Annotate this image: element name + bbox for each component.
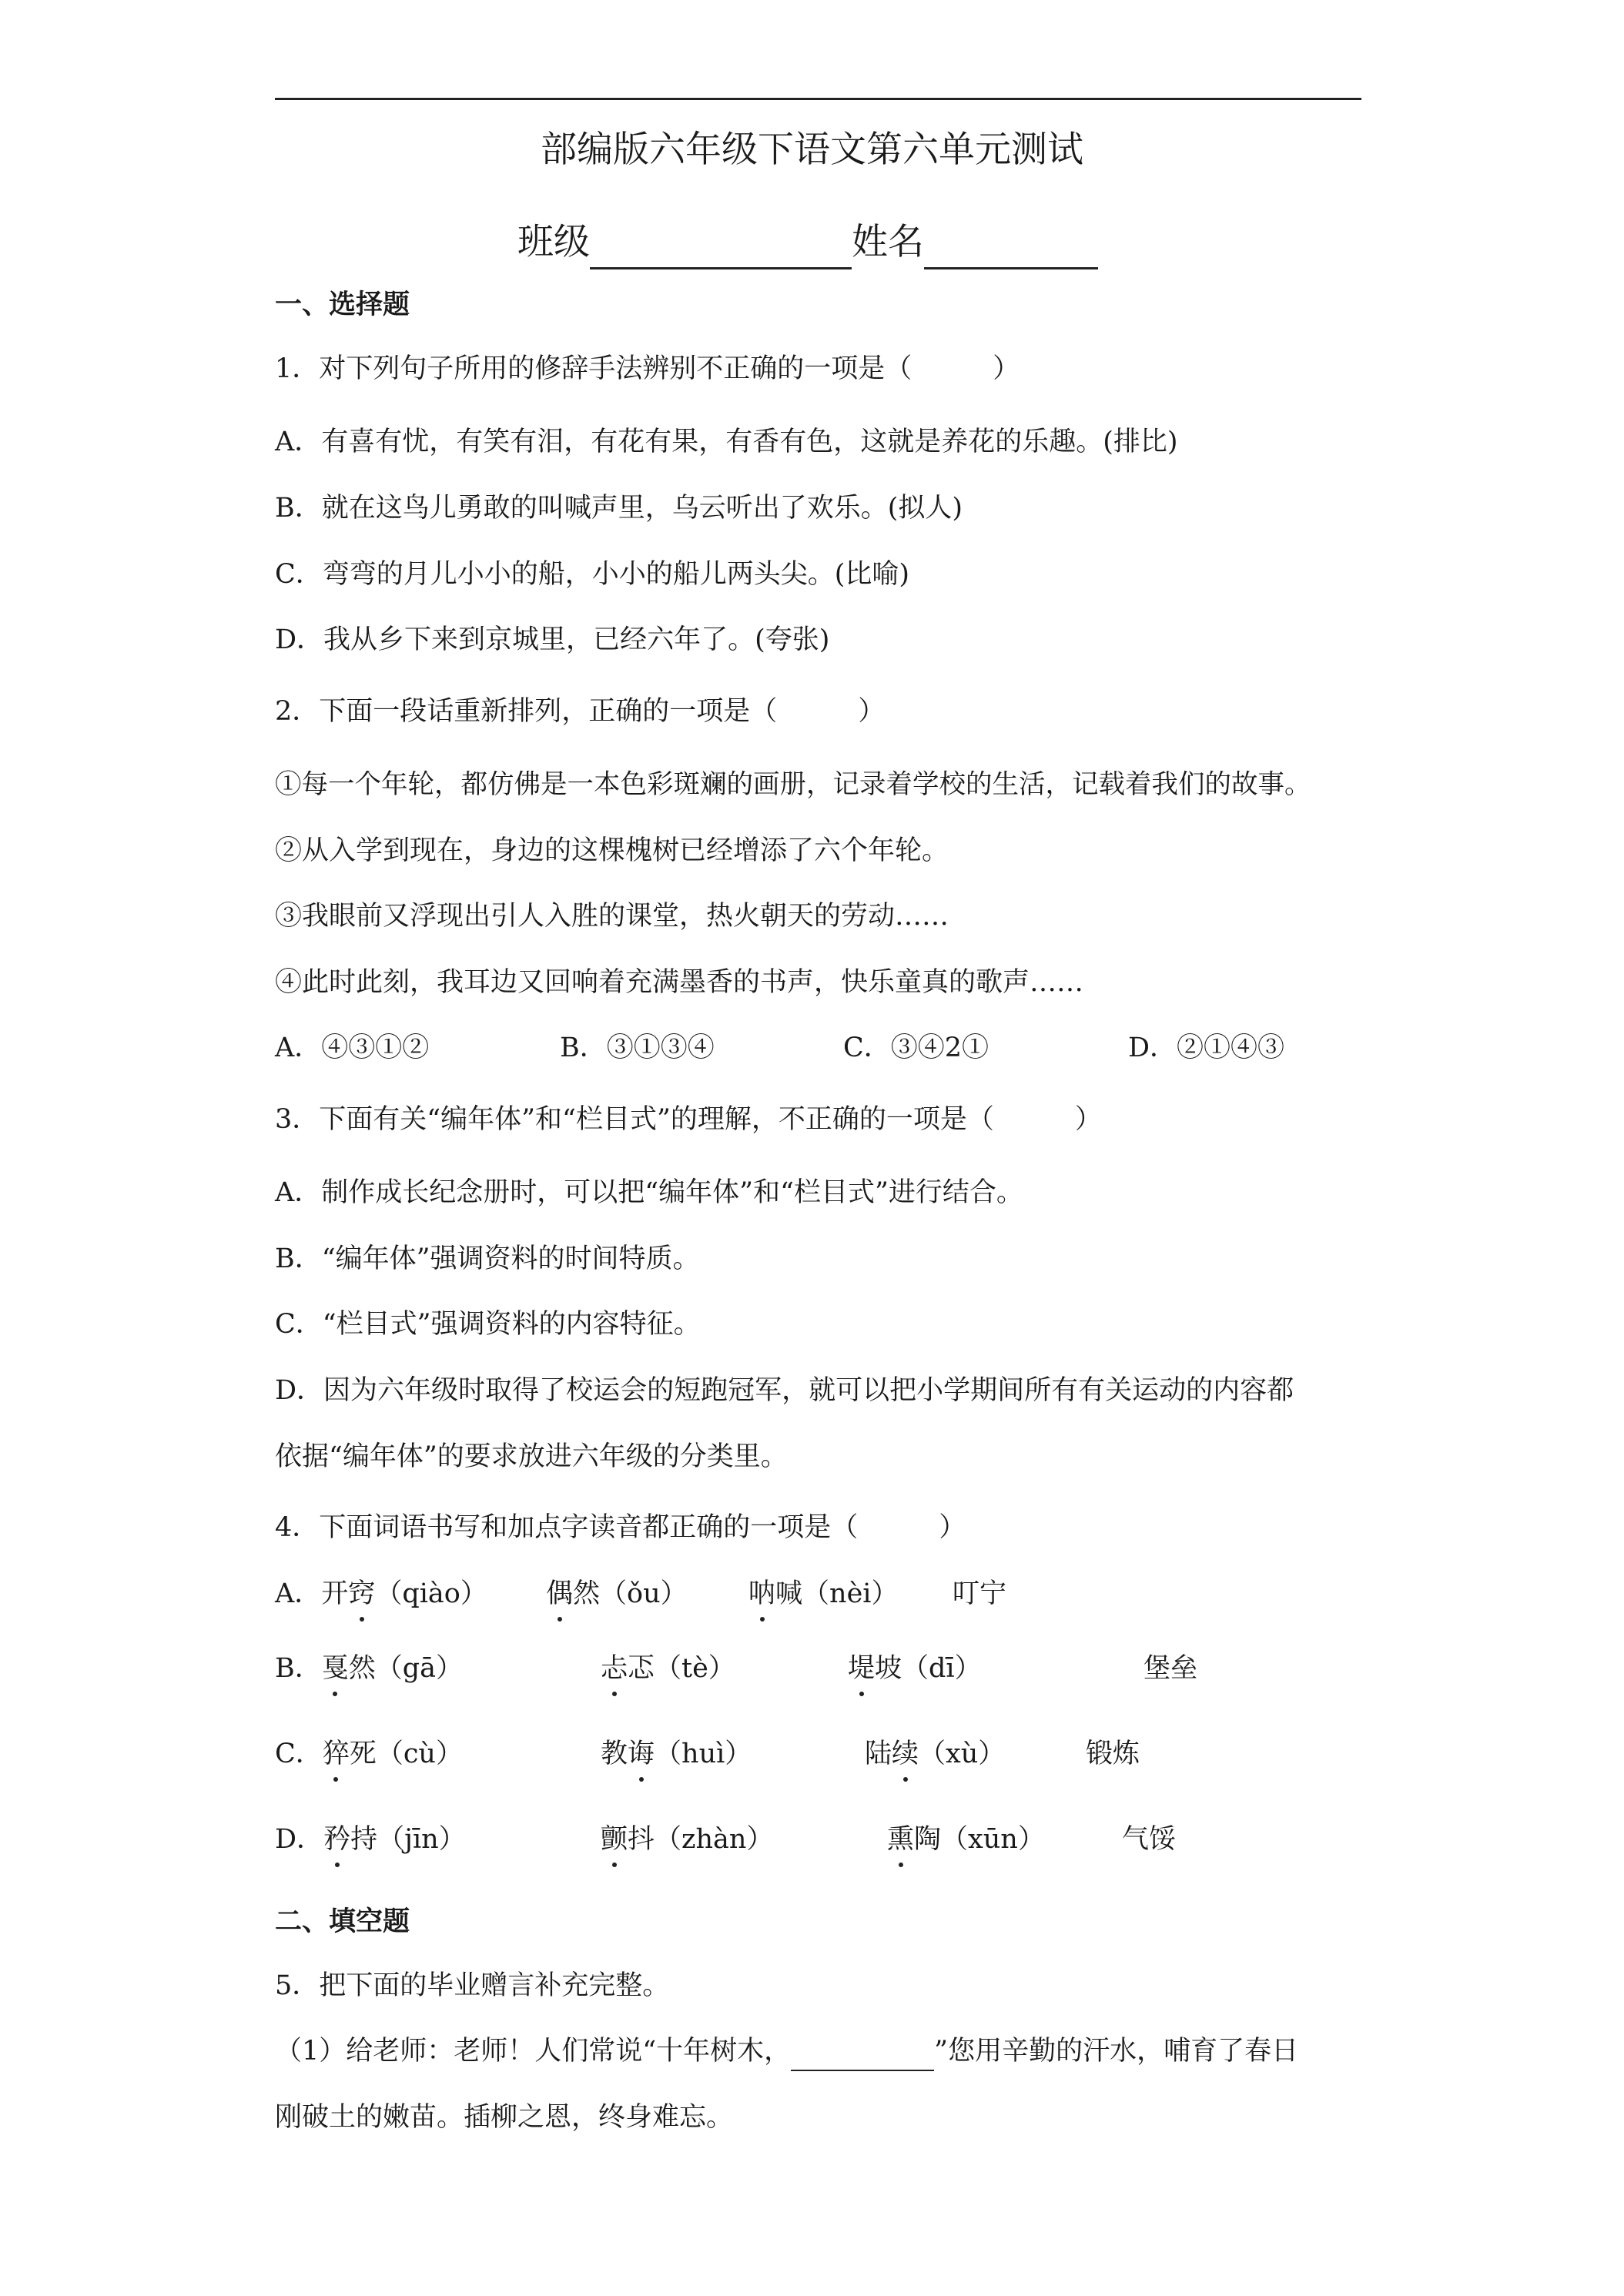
q4-a-word-3: 呐喊（nèi） bbox=[748, 1574, 898, 1614]
name-blank[interactable] bbox=[924, 224, 1098, 269]
q4-option-b bbox=[275, 1648, 1368, 1695]
q2-sentence-2: ②从入学到现在，身边的这棵槐树已经增添了六个年轮。 bbox=[275, 835, 949, 866]
q2-option-c: C．③④2① bbox=[843, 1033, 989, 1063]
q4-d-word-2: 颤抖（zhàn） bbox=[601, 1819, 773, 1859]
q1-stem: 1．对下列句子所用的修辞手法辨别不正确的一项是（ ） bbox=[275, 353, 1020, 384]
class-label: 班级 bbox=[517, 221, 590, 263]
name-label: 姓名 bbox=[852, 221, 924, 263]
q4-c-word-1: C．猝死（cù） bbox=[275, 1734, 463, 1774]
q4-b-word-4: 堡垒 bbox=[1143, 1653, 1198, 1684]
page-title: 部编版六年级下语文第六单元测试 bbox=[541, 129, 1083, 171]
q2-sentence-1: ①每一个年轮，都仿佛是一本色彩斑斓的画册，记录着学校的生活，记载着我们的故事。 bbox=[275, 769, 1311, 800]
q3-option-a: A．制作成长纪念册时，可以把“编年体”和“栏目式”进行结合。 bbox=[275, 1177, 1023, 1208]
q5-part1-text-before: （1）给老师：老师！人们常说“十年树木， bbox=[275, 2036, 792, 2067]
q1-option-c: C．弯弯的月儿小小的船，小小的船儿两头尖。(比喻) bbox=[275, 559, 910, 590]
q2-option-d: D．②①④③ bbox=[1128, 1033, 1285, 1063]
q4-c-word-2: 教诲（huì） bbox=[601, 1734, 752, 1774]
q1-option-d: D．我从乡下来到京城里，已经六年了。(夸张) bbox=[275, 624, 830, 655]
q5-part1-text-after: ”您用辛勤的汗水，哺育了春日 bbox=[934, 2036, 1299, 2067]
q4-a-word-2: 偶然（ǒu） bbox=[546, 1574, 688, 1614]
q2-option-b: B．③①③④ bbox=[560, 1033, 715, 1063]
q2-stem: 2．下面一段话重新排列，正确的一项是（ ） bbox=[275, 696, 886, 727]
q2-sentence-4: ④此时此刻，我耳边又回响着充满墨香的书声，快乐童真的歌声…… bbox=[275, 967, 1084, 998]
section-heading-choice: 一、选择题 bbox=[275, 289, 410, 320]
q4-d-word-3: 熏陶（xūn） bbox=[887, 1819, 1045, 1859]
q4-b-word-3: 堤坡（dī） bbox=[848, 1648, 982, 1689]
q3-stem: 3．下面有关“编年体”和“栏目式”的理解，不正确的一项是（ ） bbox=[275, 1104, 1102, 1135]
section-heading-fill: 二、填空题 bbox=[275, 1906, 410, 1937]
q4-b-word-1: B．戛然（gā） bbox=[275, 1648, 463, 1689]
q5-stem: 5．把下面的毕业赠言补充完整。 bbox=[275, 1970, 670, 2001]
q5-part1-line2: 刚破土的嫩苗。插柳之恩，终身难忘。 bbox=[275, 2102, 734, 2133]
q3-option-b: B．“编年体”强调资料的时间特质。 bbox=[275, 1243, 700, 1274]
q4-b-word-2: 忐忑（tè） bbox=[601, 1648, 735, 1689]
q3-option-c: C．“栏目式”强调资料的内容特征。 bbox=[275, 1309, 701, 1340]
q5-answer-blank[interactable] bbox=[791, 2039, 934, 2071]
q5-part1-line1 bbox=[275, 2031, 1298, 2071]
q4-option-c bbox=[275, 1734, 1368, 1780]
q4-option-d bbox=[275, 1819, 1368, 1866]
q4-d-word-4: 气馁 bbox=[1122, 1824, 1177, 1855]
q4-c-word-4: 锻炼 bbox=[1086, 1739, 1140, 1769]
class-blank[interactable] bbox=[590, 224, 852, 269]
q3-option-d-line1: D．因为六年级时取得了校运会的短跑冠军，就可以把小学期间所有有关运动的内容都 bbox=[275, 1375, 1294, 1406]
q4-stem: 4．下面词语书写和加点字读音都正确的一项是（ ） bbox=[275, 1512, 966, 1543]
q4-option-a bbox=[275, 1574, 1368, 1620]
q4-d-word-1: D．矜持（jīn） bbox=[275, 1819, 466, 1859]
class-name-line bbox=[517, 216, 1098, 269]
q1-option-a: A．有喜有忧，有笑有泪，有花有果，有香有色，这就是养花的乐趣。(排比) bbox=[275, 427, 1178, 457]
q2-sentence-3: ③我眼前又浮现出引人入胜的课堂，热火朝天的劳动…… bbox=[275, 901, 949, 932]
top-rule bbox=[275, 98, 1361, 100]
q4-a-word-1: A．开窍（qiào） bbox=[275, 1574, 487, 1614]
q4-c-word-3: 陆续（xù） bbox=[865, 1734, 1005, 1774]
q4-a-word-4: 叮宁 bbox=[953, 1578, 1007, 1609]
q2-option-a: A．④③①② bbox=[275, 1033, 430, 1063]
q2-options bbox=[275, 1028, 1368, 1068]
q1-option-b: B．就在这鸟儿勇敢的叫喊声里，乌云听出了欢乐。(拟人) bbox=[275, 493, 963, 524]
q3-option-d-line2: 依据“编年体”的要求放进六年级的分类里。 bbox=[275, 1441, 788, 1472]
